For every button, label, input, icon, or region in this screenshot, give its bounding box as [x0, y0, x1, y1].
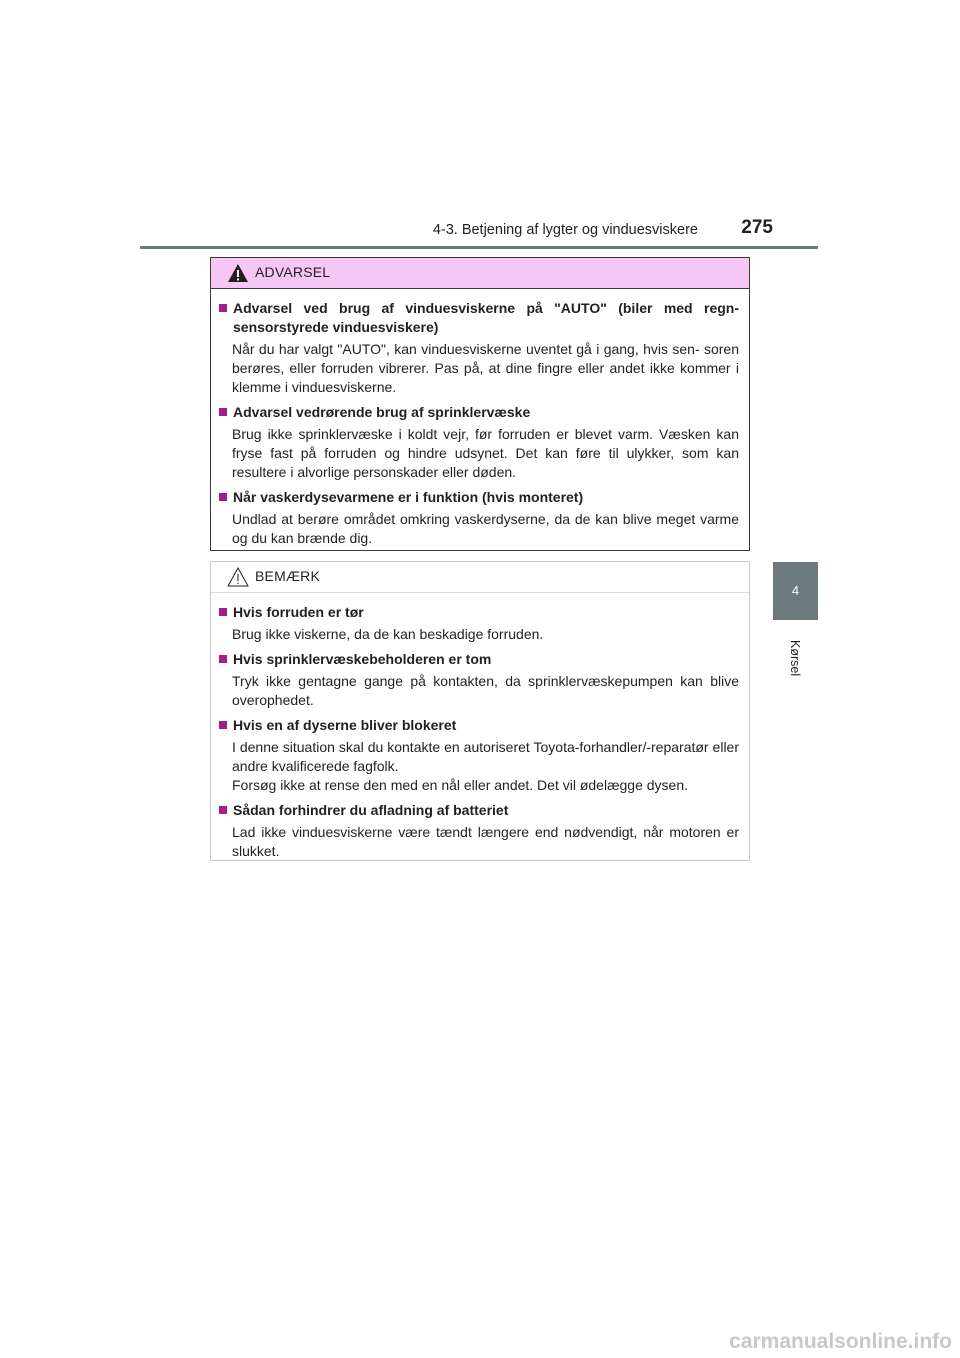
notice-box-body: [211, 593, 749, 861]
warning-triangle-icon: [227, 262, 249, 284]
notice-item-paragraph: Forsøg ikke at rense den med en nål eller andet. Det vil ødelægge dysen.: [232, 777, 689, 793]
caution-outline-triangle-icon: [227, 566, 249, 588]
svg-text:carmanualsonline.info: carmanualsonline.info: [729, 1330, 952, 1353]
warning-item-text: Når du har valgt "AUTO", kan vinduesviskerne uventet gå i gang, hvis sen- soren berøres, eller forruden vibrerer. Pas på, at dine fingre eller andet ikke kommer i klemme i vinduesviskerne.: [232, 341, 739, 395]
square-bullet-icon: [219, 408, 227, 416]
notice-box-header: [211, 562, 749, 593]
notice-item: [219, 716, 739, 795]
square-bullet-icon: [219, 608, 227, 616]
notice-item-text: Lad ikke vinduesviskerne være tændt længere end nødvendigt, når motoren er slukket.: [232, 824, 739, 859]
chapter-label: Kørsel: [788, 639, 802, 677]
section-title: 4-3. Betjening af lygter og vinduesviskere: [432, 222, 698, 238]
warning-item-title: Når vaskerdysevarmene er i funktion (hvis monteret): [219, 488, 739, 507]
page-header: [140, 212, 818, 249]
notice-box: [210, 561, 750, 861]
warning-box-header: [211, 258, 749, 289]
warning-heading: ADVARSEL: [255, 264, 331, 280]
square-bullet-icon: [219, 721, 227, 729]
notice-item-title: Sådan forhindrer du afladning af batteriet: [219, 801, 739, 820]
warning-item-title: Advarsel vedrørende brug af sprinklervæske: [219, 403, 739, 422]
notice-item-title: Hvis forruden er tør: [219, 603, 739, 622]
warning-item: [219, 299, 739, 397]
page-number: 275: [741, 217, 773, 238]
warning-box-body: [211, 289, 749, 548]
warning-item-text: Undlad at berøre området omkring vaskerdyserne, da de kan blive meget varme og du kan brænde dig.: [232, 511, 739, 546]
chapter-tab[interactable]: 4: [773, 562, 818, 620]
warning-item: [219, 403, 739, 482]
notice-item-text: [219, 738, 739, 795]
notice-item-paragraph: I denne situation skal du kontakte en autoriseret Toyota-forhandler/-reparatør eller andre kvalificerede fagfolk.: [232, 739, 739, 774]
square-bullet-icon: [219, 655, 227, 663]
notice-item: [219, 650, 739, 710]
square-bullet-icon: [219, 806, 227, 814]
notice-item: [219, 801, 739, 861]
warning-box: [210, 257, 750, 551]
notice-item-text: Brug ikke viskerne, da de kan beskadige forruden.: [232, 626, 544, 642]
notice-item-text: Tryk ikke gentagne gange på kontakten, da sprinklervæskepumpen kan blive overophedet.: [232, 673, 739, 708]
square-bullet-icon: [219, 304, 227, 312]
notice-heading: BEMÆRK: [255, 568, 320, 584]
notice-item: [219, 603, 739, 644]
watermark-logo: [654, 1328, 954, 1354]
warning-item-text: Brug ikke sprinklervæske i koldt vejr, før forruden er blevet varm. Væsken kan fryse fast på forruden og hindre udsynet. Det kan føre til ulykker, som kan resultere i alvorlige personskader eller døden.: [232, 426, 739, 480]
warning-item-title: Advarsel ved brug af vinduesviskerne på "AUTO" (biler med regn- sensorstyrede vinduesviskere): [219, 299, 739, 337]
notice-item-title: Hvis en af dyserne bliver blokeret: [219, 716, 739, 735]
square-bullet-icon: [219, 493, 227, 501]
notice-item-title: Hvis sprinklervæskebeholderen er tom: [219, 650, 739, 669]
warning-item: [219, 488, 739, 548]
